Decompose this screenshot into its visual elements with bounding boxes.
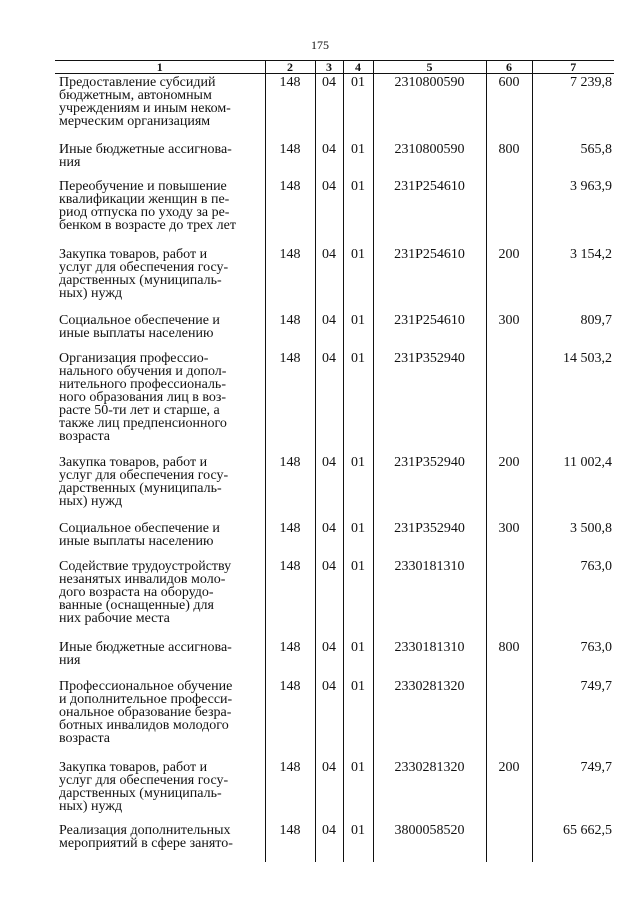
row-section-cell: 04 [315, 178, 343, 246]
row-target-article-cell: 231Р352940 [373, 520, 486, 558]
row-name-line: мероприятий в сфере занято- [59, 835, 233, 851]
row-expense-type-cell [486, 822, 532, 862]
row-subsection-cell: 01 [343, 312, 373, 350]
row-name-line: иные выплаты населению [59, 533, 214, 549]
row-expense-type-cell: 200 [486, 759, 532, 822]
row-name-line: Закупка товаров, работ и [59, 454, 208, 470]
row-name-line: них рабочие места [59, 610, 170, 626]
row-name-line: ния [59, 154, 81, 170]
table-row [55, 558, 614, 639]
row-name-line: услуг для обеспечения госу- [59, 259, 229, 275]
row-subsection-cell: 01 [343, 678, 373, 759]
row-target-article-cell: 3800058520 [373, 822, 486, 862]
row-amount-cell: 14 503,2 [532, 350, 614, 454]
row-name-line: Социальное обеспечение и [59, 520, 220, 536]
row-name-line: нительного профессиональ- [59, 376, 226, 392]
table-row [55, 178, 614, 246]
row-target-article-cell: 2310800590 [373, 141, 486, 178]
row-name-line: Закупка товаров, работ и [59, 246, 208, 262]
row-expense-type-cell: 200 [486, 454, 532, 520]
row-name-line: учреждениям и иным неком- [59, 101, 231, 116]
row-name-cell [55, 246, 265, 312]
row-target-article-cell: 2310800590 [373, 74, 486, 141]
row-target-article-cell: 231Р352940 [373, 454, 486, 520]
row-name-cell [55, 678, 265, 759]
row-name-cell [55, 822, 265, 862]
row-expense-type-cell: 300 [486, 520, 532, 558]
table-row [55, 312, 614, 350]
row-name-line: квалификации женщин в пе- [59, 191, 230, 207]
header-col-4: 4 [343, 61, 373, 74]
row-amount-cell: 749,7 [532, 678, 614, 759]
row-name-line: Социальное обеспечение и [59, 312, 220, 328]
row-name-line: расте 50-ти лет и старше, а [59, 402, 220, 418]
row-name-line: ванные (оснащенные) для [59, 597, 214, 613]
row-name-cell [55, 312, 265, 350]
row-amount-cell: 763,0 [532, 558, 614, 639]
row-name-line: нального обучения и допол- [59, 363, 227, 379]
row-expense-type-cell [486, 350, 532, 454]
row-section-cell: 04 [315, 558, 343, 639]
row-name-line: дарственных (муниципаль- [59, 480, 222, 496]
table-row [55, 520, 614, 558]
table-row [55, 822, 614, 862]
row-amount-cell: 11 002,4 [532, 454, 614, 520]
table-row [55, 678, 614, 759]
row-expense-type-cell: 200 [486, 246, 532, 312]
row-section-cell: 04 [315, 350, 343, 454]
row-amount-cell: 3 500,8 [532, 520, 614, 558]
row-subsection-cell: 01 [343, 822, 373, 862]
row-expense-type-cell: 800 [486, 141, 532, 178]
header-col-2: 2 [265, 61, 315, 74]
row-name-line: дого возраста на оборудо- [59, 584, 214, 600]
row-name-line: ния [59, 652, 81, 668]
row-expense-type-cell: 600 [486, 74, 532, 141]
row-amount-cell: 3 154,2 [532, 246, 614, 312]
row-name-line: дарственных (муниципаль- [59, 272, 222, 288]
row-expense-type-cell: 800 [486, 639, 532, 678]
row-name-line: иные выплаты населению [59, 325, 214, 341]
table-row [55, 246, 614, 312]
row-expense-type-cell [486, 178, 532, 246]
row-name-line: ных) нужд [59, 285, 123, 301]
row-subsection-cell: 01 [343, 558, 373, 639]
budget-table [55, 60, 614, 862]
row-name-line: риод отпуска по уходу за ре- [59, 204, 230, 220]
row-name-line: Реализация дополнительных [59, 822, 231, 838]
header-row [55, 61, 614, 74]
row-name-line: мерческим организациям [59, 114, 211, 129]
row-subsection-cell: 01 [343, 520, 373, 558]
row-name-line: ного образования лиц в воз- [59, 389, 227, 405]
row-amount-cell: 7 239,8 [532, 74, 614, 141]
row-name-line: Иные бюджетные ассигнова- [59, 639, 232, 655]
row-subsection-cell: 01 [343, 246, 373, 312]
table-body [55, 74, 614, 862]
header-col-3: 3 [315, 61, 343, 74]
row-amount-cell: 749,7 [532, 759, 614, 822]
row-name-cell [55, 558, 265, 639]
row-name-line: ботных инвалидов молодого [59, 717, 229, 733]
row-amount-cell: 763,0 [532, 639, 614, 678]
table-row [55, 350, 614, 454]
header-col-7: 7 [532, 61, 614, 74]
row-name-line: бюджетным, автономным [59, 88, 212, 103]
row-chapter-cell: 148 [265, 246, 315, 312]
row-section-cell: 04 [315, 141, 343, 178]
row-name-line: Иные бюджетные ассигнова- [59, 141, 232, 157]
row-name-line: Содействие трудоустройству [59, 558, 232, 574]
row-name-cell [55, 454, 265, 520]
row-chapter-cell: 148 [265, 822, 315, 862]
row-chapter-cell: 148 [265, 639, 315, 678]
row-subsection-cell: 01 [343, 350, 373, 454]
row-name-line: ональное образование безра- [59, 704, 232, 720]
table-row [55, 141, 614, 178]
row-expense-type-cell: 300 [486, 312, 532, 350]
row-chapter-cell: 148 [265, 178, 315, 246]
row-name-cell [55, 350, 265, 454]
row-chapter-cell: 148 [265, 759, 315, 822]
row-chapter-cell: 148 [265, 454, 315, 520]
row-name-line: Профессиональное обучение [59, 678, 233, 694]
row-subsection-cell: 01 [343, 74, 373, 141]
row-amount-cell: 809,7 [532, 312, 614, 350]
row-name-line: возраста [59, 730, 110, 746]
row-target-article-cell: 231Р352940 [373, 350, 486, 454]
row-expense-type-cell [486, 558, 532, 639]
row-section-cell: 04 [315, 520, 343, 558]
row-section-cell: 04 [315, 639, 343, 678]
table-row [55, 639, 614, 678]
row-subsection-cell: 01 [343, 759, 373, 822]
row-target-article-cell: 231Р254610 [373, 312, 486, 350]
row-name-line: Переобучение и повышение [59, 178, 227, 194]
row-amount-cell: 565,8 [532, 141, 614, 178]
table-row [55, 74, 614, 141]
row-expense-type-cell [486, 678, 532, 759]
row-name-line: ных) нужд [59, 493, 123, 509]
row-name-line: услуг для обеспечения госу- [59, 772, 229, 788]
row-section-cell: 04 [315, 678, 343, 759]
row-name-line: услуг для обеспечения госу- [59, 467, 229, 483]
row-name-line: незанятых инвалидов моло- [59, 571, 226, 587]
row-section-cell: 04 [315, 74, 343, 141]
row-name-line: Предоставление субсидий [59, 75, 216, 90]
row-chapter-cell: 148 [265, 678, 315, 759]
row-name-cell [55, 759, 265, 822]
row-target-article-cell: 2330281320 [373, 759, 486, 822]
row-name-line: дарственных (муниципаль- [59, 785, 222, 801]
row-target-article-cell: 2330181310 [373, 639, 486, 678]
row-subsection-cell: 01 [343, 178, 373, 246]
row-name-line: возраста [59, 428, 110, 444]
page-number: 175 [311, 38, 329, 52]
row-name-line: и дополнительное професси- [59, 691, 233, 707]
row-subsection-cell: 01 [343, 639, 373, 678]
row-subsection-cell: 01 [343, 141, 373, 178]
row-name-cell [55, 141, 265, 178]
row-chapter-cell: 148 [265, 520, 315, 558]
row-name-line: Организация профессио- [59, 350, 209, 366]
row-section-cell: 04 [315, 246, 343, 312]
row-chapter-cell: 148 [265, 141, 315, 178]
table-row [55, 759, 614, 822]
row-chapter-cell: 148 [265, 350, 315, 454]
row-name-cell [55, 639, 265, 678]
row-subsection-cell: 01 [343, 454, 373, 520]
row-name-line: Закупка товаров, работ и [59, 759, 208, 775]
row-amount-cell: 3 963,9 [532, 178, 614, 246]
row-amount-cell: 65 662,5 [532, 822, 614, 862]
row-chapter-cell: 148 [265, 558, 315, 639]
row-target-article-cell: 2330181310 [373, 558, 486, 639]
row-section-cell: 04 [315, 454, 343, 520]
header-col-1: 1 [55, 61, 265, 74]
header-col-6: 6 [486, 61, 532, 74]
row-target-article-cell: 231Р254610 [373, 178, 486, 246]
row-chapter-cell: 148 [265, 312, 315, 350]
row-target-article-cell: 231Р254610 [373, 246, 486, 312]
row-target-article-cell: 2330281320 [373, 678, 486, 759]
row-name-line: бенком в возрасте до трех лет [59, 217, 237, 233]
header-col-5: 5 [373, 61, 486, 74]
row-name-cell [55, 178, 265, 246]
row-name-cell [55, 520, 265, 558]
row-section-cell: 04 [315, 312, 343, 350]
table-row [55, 454, 614, 520]
row-name-line: ных) нужд [59, 798, 123, 814]
row-name-line: также лиц предпенсионного [59, 415, 227, 431]
row-chapter-cell: 148 [265, 74, 315, 141]
row-section-cell: 04 [315, 759, 343, 822]
row-section-cell: 04 [315, 822, 343, 862]
row-name-cell [55, 74, 265, 141]
